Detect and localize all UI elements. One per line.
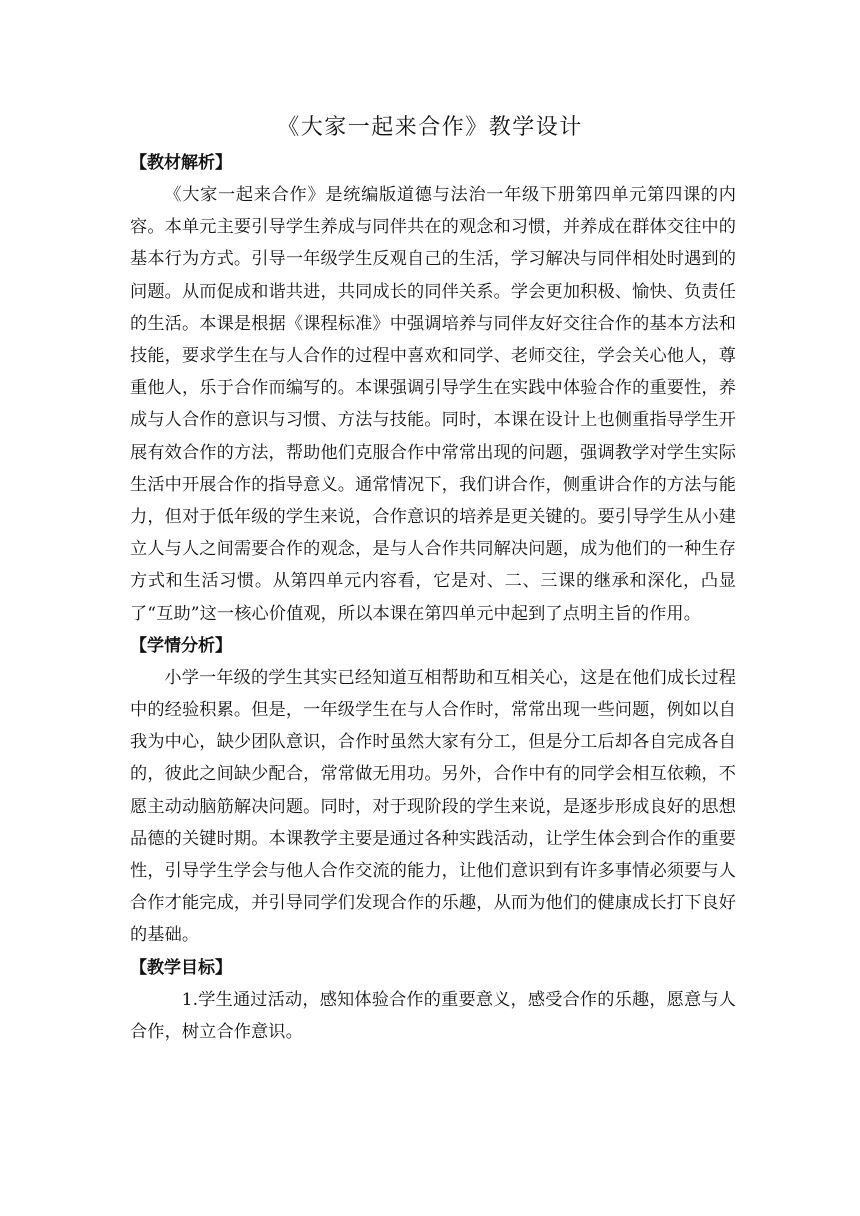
document-title: 《大家一起来合作》教学设计 — [277, 115, 583, 140]
section-paragraph: 小学一年级的学生其实已经知道互相帮助和互相关心，这是在他们成长过程中的经验积累。但是，一年级学生在与人合作时，常常出现一些问题，例如以自我为中心，缺少团队意识，合作时虽然大家有分工，但是分工后却各自完成各自的，彼此之间缺少配合，常常做无用功。另外，合作中有的同学会相互依赖，不愿主动动脑筋解决问题。同时，对于现阶段的学生来说，是逐步形成良好的思想品德的关键时期。本课教学主要是通过各种实践活动，让学生体会到合作的重要性，引导学生学会与他人合作交流的能力，让他们意识到有许多事情必须要与人合作才能完成，并引导同学们发现合作的乐趣，从而为他们的健康成长打下良好的基础。 — [130, 667, 736, 946]
section-student-analysis — [130, 630, 736, 952]
section-heading: 【教材解析】 — [130, 153, 232, 173]
section-textbook-analysis — [130, 147, 736, 630]
section-heading: 【教学目标】 — [130, 957, 232, 978]
document-body — [130, 147, 736, 1048]
section-teaching-goals — [130, 952, 736, 1048]
section-paragraph: 《大家一起来合作》是统编版道德与法治一年级下册第四单元第四课的内容。本单元主要引导学生养成与同伴共在的观念和习惯，并养成在群体交往中的基本行为方式。引导一年级学生反观自己的生活，学习解决与同伴相处时遇到的问题。从而促成和谐共进，共同成长的同伴关系。学会更加积极、愉快、负责任的生活。本课是根据《课程标准》中强调培养与同伴友好交往合作的基本方法和技能，要求学生在与人合作的过程中喜欢和同学、老师交往，学会关心他人，尊重他人，乐于合作而编写的。本课强调引导学生在实践中体验合作的重要性，养成与人合作的意识与习惯、方法与技能。同时，本课在设计上也侧重指导学生开展有效合作的方法，帮助他们克服合作中常常出现的问题，强调教学对学生实际生活中开展合作的指导意义。通常情况下，我们讲合作，侧重讲合作的方法与能力，但对于低年级的学生来说，合作意识的培养是更关键的。要引导学生从小建立人与人之间需要合作的观念，是与人合作共同解决问题，成为他们的一种生存方式和生活习惯。从第四单元内容看，它是对、二、三课的继承和深化，凸显了“互助”这一核心价值观，所以本课在第四单元中起到了点明主旨的作用。 — [130, 185, 736, 624]
section-heading: 【学情分析】 — [130, 635, 232, 656]
goal-item: 1.学生通过活动，感知体验合作的重要意义，感受合作的乐趣，愿意与人合作，树立合作意识。 — [130, 989, 736, 1042]
